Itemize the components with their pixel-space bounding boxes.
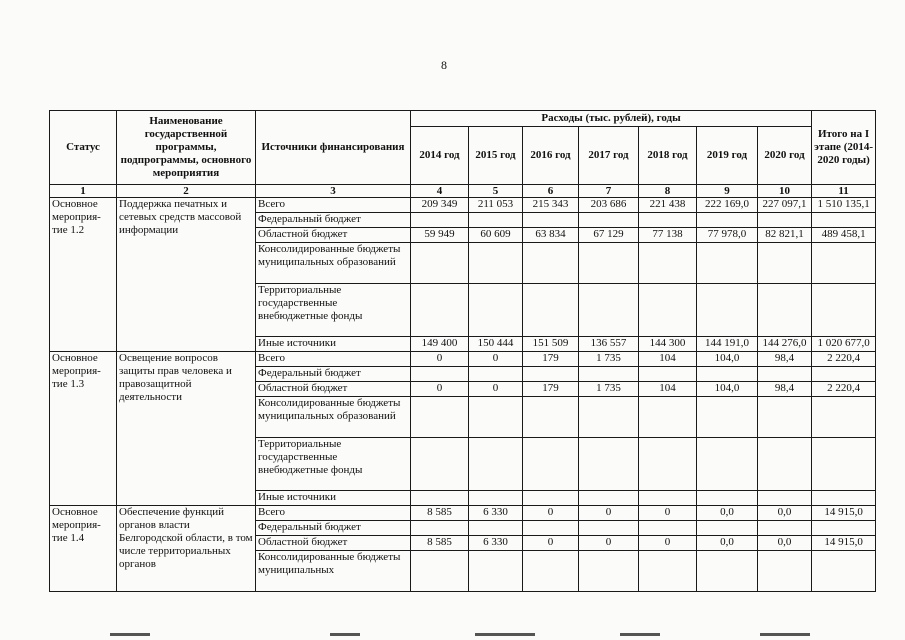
year-value-cell <box>758 491 812 506</box>
source-cell: Федеральный бюджет <box>256 213 411 228</box>
year-value-cell <box>639 438 697 491</box>
year-value-cell <box>411 284 469 337</box>
year-value-cell <box>523 438 579 491</box>
source-cell: Консолидированные бюджеты муниципальных образований <box>256 243 411 284</box>
column-number-7: 7 <box>579 185 639 198</box>
year-value-cell <box>639 243 697 284</box>
year-value-cell: 77 978,0 <box>697 228 758 243</box>
header-sources: Источники финансирования <box>256 111 411 185</box>
total-value-cell: 14 915,0 <box>812 536 876 551</box>
source-cell: Всего <box>256 506 411 521</box>
year-value-cell <box>469 243 523 284</box>
year-value-cell <box>579 284 639 337</box>
year-value-cell <box>758 397 812 438</box>
header-year-2: 2015 год <box>469 127 523 185</box>
total-value-cell <box>812 284 876 337</box>
total-value-cell: 1 020 677,0 <box>812 337 876 352</box>
source-cell: Консолидированные бюджеты муниципальных образований <box>256 397 411 438</box>
year-value-cell <box>411 438 469 491</box>
year-value-cell: 104,0 <box>697 352 758 367</box>
year-value-cell <box>579 367 639 382</box>
program-name-cell: Поддержка печатных и сетевых средств массовой информации <box>117 198 256 352</box>
source-cell: Иные источники <box>256 491 411 506</box>
program-name-cell: Обеспечение функций органов власти Белгородской области, в том числе территориальных органов <box>117 506 256 592</box>
column-number-1: 1 <box>50 185 117 198</box>
column-number-8: 8 <box>639 185 697 198</box>
total-value-cell <box>812 367 876 382</box>
header-year-6: 2019 год <box>697 127 758 185</box>
header-status: Статус <box>50 111 117 185</box>
year-value-cell <box>697 438 758 491</box>
status-cell: Основное мероприя-тие 1.3 <box>50 352 117 506</box>
year-value-cell: 0,0 <box>758 536 812 551</box>
year-value-cell: 211 053 <box>469 198 523 213</box>
year-value-cell: 104,0 <box>697 382 758 397</box>
column-number-9: 9 <box>697 185 758 198</box>
total-value-cell: 489 458,1 <box>812 228 876 243</box>
year-value-cell: 221 438 <box>639 198 697 213</box>
column-number-3: 3 <box>256 185 411 198</box>
year-value-cell: 0 <box>579 506 639 521</box>
year-value-cell <box>523 367 579 382</box>
year-value-cell: 63 834 <box>523 228 579 243</box>
year-value-cell: 144 276,0 <box>758 337 812 352</box>
year-value-cell: 82 821,1 <box>758 228 812 243</box>
header-name: Наименование государственной программы, подпрограммы, основного мероприятия <box>117 111 256 185</box>
year-value-cell <box>697 551 758 592</box>
year-value-cell <box>697 213 758 228</box>
year-value-cell: 0 <box>639 536 697 551</box>
year-value-cell <box>639 213 697 228</box>
year-value-cell: 0 <box>411 382 469 397</box>
header-year-1: 2014 год <box>411 127 469 185</box>
column-number-10: 10 <box>758 185 812 198</box>
year-value-cell <box>411 243 469 284</box>
year-value-cell <box>758 521 812 536</box>
year-value-cell: 227 097,1 <box>758 198 812 213</box>
source-cell: Иные источники <box>256 337 411 352</box>
total-value-cell <box>812 521 876 536</box>
year-value-cell: 0 <box>639 506 697 521</box>
source-cell: Областной бюджет <box>256 228 411 243</box>
column-number-5: 5 <box>469 185 523 198</box>
year-value-cell: 60 609 <box>469 228 523 243</box>
year-value-cell: 0 <box>523 536 579 551</box>
source-cell: Областной бюджет <box>256 536 411 551</box>
source-cell: Всего <box>256 198 411 213</box>
year-value-cell: 209 349 <box>411 198 469 213</box>
year-value-cell: 222 169,0 <box>697 198 758 213</box>
year-value-cell <box>411 491 469 506</box>
year-value-cell: 0,0 <box>697 536 758 551</box>
year-value-cell <box>579 551 639 592</box>
source-cell: Всего <box>256 352 411 367</box>
year-value-cell: 0 <box>523 506 579 521</box>
year-value-cell <box>523 213 579 228</box>
year-value-cell: 8 585 <box>411 536 469 551</box>
year-value-cell <box>579 243 639 284</box>
year-value-cell <box>411 521 469 536</box>
year-value-cell: 8 585 <box>411 506 469 521</box>
total-value-cell: 1 510 135,1 <box>812 198 876 213</box>
year-value-cell: 77 138 <box>639 228 697 243</box>
total-value-cell: 14 915,0 <box>812 506 876 521</box>
year-value-cell: 0,0 <box>697 506 758 521</box>
year-value-cell: 215 343 <box>523 198 579 213</box>
year-value-cell <box>758 213 812 228</box>
total-value-cell <box>812 213 876 228</box>
source-cell: Федеральный бюджет <box>256 521 411 536</box>
total-value-cell <box>812 397 876 438</box>
year-value-cell: 59 949 <box>411 228 469 243</box>
year-value-cell: 179 <box>523 382 579 397</box>
total-value-cell <box>812 438 876 491</box>
year-value-cell: 0,0 <box>758 506 812 521</box>
year-value-cell <box>758 367 812 382</box>
table-row <box>50 352 876 367</box>
year-value-cell <box>469 491 523 506</box>
year-value-cell <box>697 521 758 536</box>
total-value-cell <box>812 491 876 506</box>
year-value-cell <box>469 438 523 491</box>
year-value-cell <box>697 491 758 506</box>
year-value-cell: 203 686 <box>579 198 639 213</box>
year-value-cell <box>469 367 523 382</box>
year-value-cell <box>579 491 639 506</box>
page-number: 8 <box>441 58 447 72</box>
year-value-cell <box>411 551 469 592</box>
year-value-cell <box>639 521 697 536</box>
year-value-cell <box>523 521 579 536</box>
year-value-cell: 6 330 <box>469 506 523 521</box>
table-row <box>50 506 876 521</box>
year-value-cell <box>579 397 639 438</box>
program-name-cell: Освещение вопросов защиты прав человека и правозащитной деятельности <box>117 352 256 506</box>
total-value-cell <box>812 551 876 592</box>
year-value-cell: 150 444 <box>469 337 523 352</box>
source-cell: Территориальные государственные внебюджетные фонды <box>256 438 411 491</box>
status-cell: Основное мероприя-тие 1.2 <box>50 198 117 352</box>
column-number-6: 6 <box>523 185 579 198</box>
year-value-cell: 98,4 <box>758 352 812 367</box>
year-value-cell <box>639 284 697 337</box>
year-value-cell: 0 <box>469 382 523 397</box>
year-value-cell: 98,4 <box>758 382 812 397</box>
header-year-5: 2018 год <box>639 127 697 185</box>
year-value-cell <box>579 521 639 536</box>
source-cell: Федеральный бюджет <box>256 367 411 382</box>
header-expenses: Расходы (тыс. рублей), годы <box>411 111 812 127</box>
year-value-cell <box>523 491 579 506</box>
scan-edge-marks <box>0 633 905 640</box>
year-value-cell: 149 400 <box>411 337 469 352</box>
year-value-cell <box>697 243 758 284</box>
year-value-cell <box>469 397 523 438</box>
year-value-cell <box>469 521 523 536</box>
year-value-cell <box>697 367 758 382</box>
year-value-cell <box>469 213 523 228</box>
table-row <box>50 198 876 213</box>
total-value-cell: 2 220,4 <box>812 382 876 397</box>
year-value-cell: 1 735 <box>579 352 639 367</box>
header-year-7: 2020 год <box>758 127 812 185</box>
header-year-4: 2017 год <box>579 127 639 185</box>
source-cell: Территориальные государственные внебюджетные фонды <box>256 284 411 337</box>
year-value-cell <box>523 397 579 438</box>
year-value-cell <box>758 551 812 592</box>
year-value-cell <box>758 284 812 337</box>
column-number-4: 4 <box>411 185 469 198</box>
column-number-2: 2 <box>117 185 256 198</box>
year-value-cell: 144 191,0 <box>697 337 758 352</box>
year-value-cell: 136 557 <box>579 337 639 352</box>
year-value-cell <box>697 397 758 438</box>
year-value-cell: 0 <box>579 536 639 551</box>
year-value-cell <box>639 491 697 506</box>
year-value-cell <box>639 397 697 438</box>
year-value-cell <box>469 551 523 592</box>
column-number-11: 11 <box>812 185 876 198</box>
year-value-cell <box>411 397 469 438</box>
year-value-cell: 6 330 <box>469 536 523 551</box>
year-value-cell: 144 300 <box>639 337 697 352</box>
year-value-cell <box>579 213 639 228</box>
year-value-cell <box>411 213 469 228</box>
year-value-cell <box>639 367 697 382</box>
budget-table <box>49 110 876 592</box>
total-value-cell <box>812 243 876 284</box>
year-value-cell <box>523 243 579 284</box>
year-value-cell <box>523 551 579 592</box>
source-cell: Областной бюджет <box>256 382 411 397</box>
source-cell: Консолидированные бюджеты муниципальных <box>256 551 411 592</box>
year-value-cell <box>469 284 523 337</box>
year-value-cell: 104 <box>639 352 697 367</box>
year-value-cell <box>639 551 697 592</box>
year-value-cell: 1 735 <box>579 382 639 397</box>
year-value-cell <box>411 367 469 382</box>
year-value-cell: 179 <box>523 352 579 367</box>
status-cell: Основное мероприя-тие 1.4 <box>50 506 117 592</box>
year-value-cell <box>579 438 639 491</box>
header-year-3: 2016 год <box>523 127 579 185</box>
header-total: Итого на I этапе (2014-2020 годы) <box>812 111 876 185</box>
year-value-cell: 0 <box>411 352 469 367</box>
year-value-cell <box>758 243 812 284</box>
total-value-cell: 2 220,4 <box>812 352 876 367</box>
year-value-cell <box>697 284 758 337</box>
year-value-cell: 151 509 <box>523 337 579 352</box>
year-value-cell: 0 <box>469 352 523 367</box>
year-value-cell <box>758 438 812 491</box>
year-value-cell: 67 129 <box>579 228 639 243</box>
year-value-cell: 104 <box>639 382 697 397</box>
year-value-cell <box>523 284 579 337</box>
